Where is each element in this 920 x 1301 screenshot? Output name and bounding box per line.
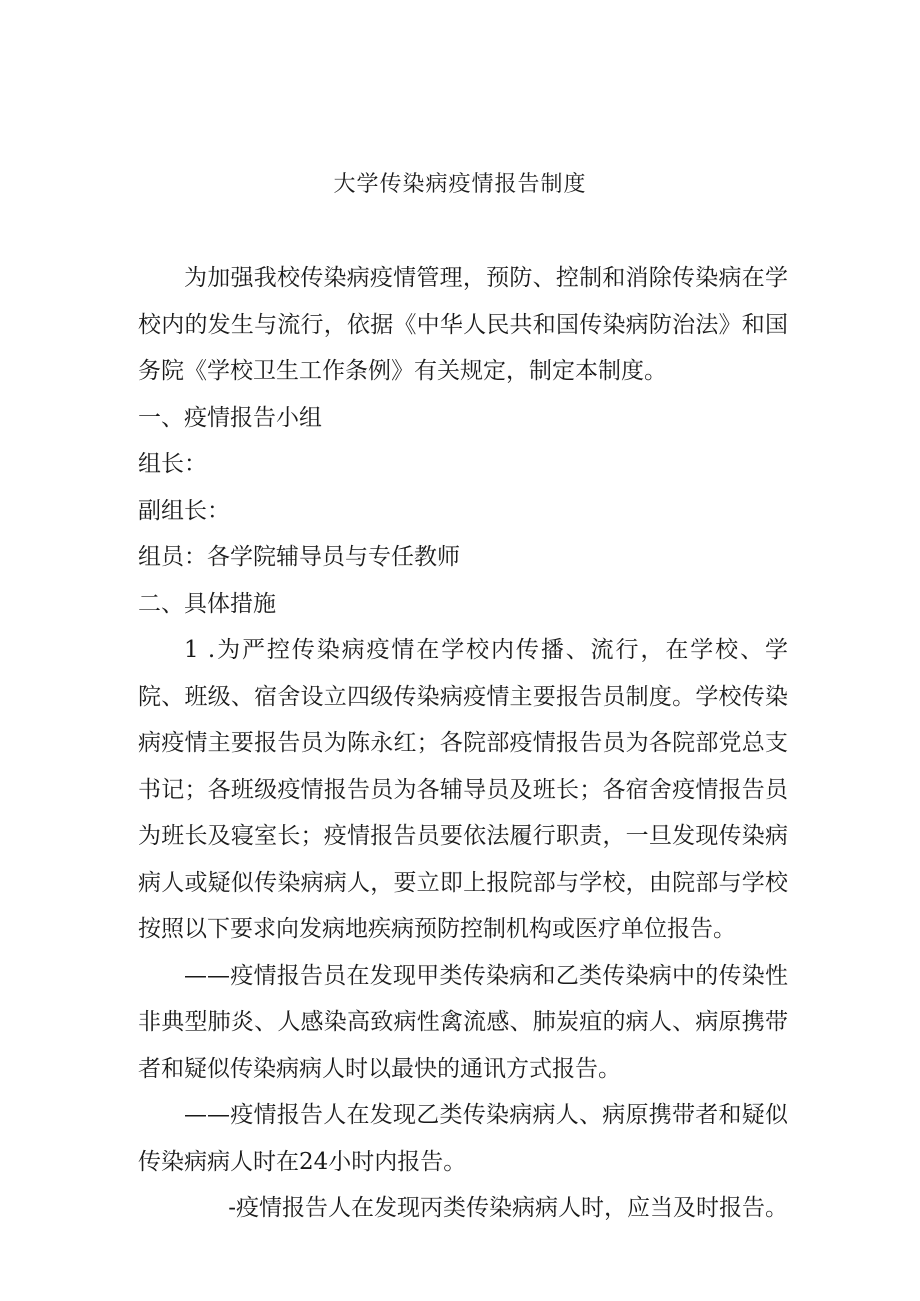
rule-paragraph-class-b: ——疫情报告人在发现乙类传染病病人、病原携带者和疑似传染病病人时在24小时内报告。: [138, 1102, 788, 1175]
deputy-leader-line: 副组长：: [138, 497, 230, 524]
group-leader-line: 组长：: [138, 451, 207, 477]
section-heading-measures: 二、具体措施: [138, 590, 276, 617]
document-body: [138, 255, 788, 1232]
intro-paragraph: 为加强我校传染病疫情管理，预防、控制和消除传染病在学校内的发生与流行，依据《中华人民共和国传染病防治法》和国务院《学校卫生工作条例》有关规定，制定本制度。: [138, 265, 788, 384]
section-heading-report-group: 一、疫情报告小组: [138, 404, 322, 431]
rule-paragraph-class-a: ——疫情报告员在发现甲类传染病和乙类传染病中的传染性非典型肺炎、人感染高致病性禽流感、肺炭疽的病人、病原携带者和疑似传染病病人时以最快的通讯方式报告。: [138, 962, 788, 1082]
measure-paragraph-1: 1 .为严控传染病疫情在学校内传播、流行，在学校、学院、班级、宿舍设立四级传染病疫情主要报告员制度。学校传染病疫情主要报告员为陈永红；各院部疫情报告员为各院部党总支书记；各班级疫情报告员为各辅导员及班长；各宿舍疫情报告员为班长及寝室长；疫情报告员要依法履行职责，一旦发现传染病病人或疑似传染病病人，要立即上报院部与学校，由院部与学校按照以下要求向发病地疾病预防控制机构或医疗单位报告。: [138, 637, 788, 942]
group-members-line: 组员：各学院辅导员与专任教师: [138, 544, 460, 570]
rule-paragraph-class-c: -疫情报告人在发现丙类传染病病人时，应当及时报告。: [228, 1195, 788, 1221]
document-title: 大学传染病疫情报告制度: [333, 172, 587, 197]
